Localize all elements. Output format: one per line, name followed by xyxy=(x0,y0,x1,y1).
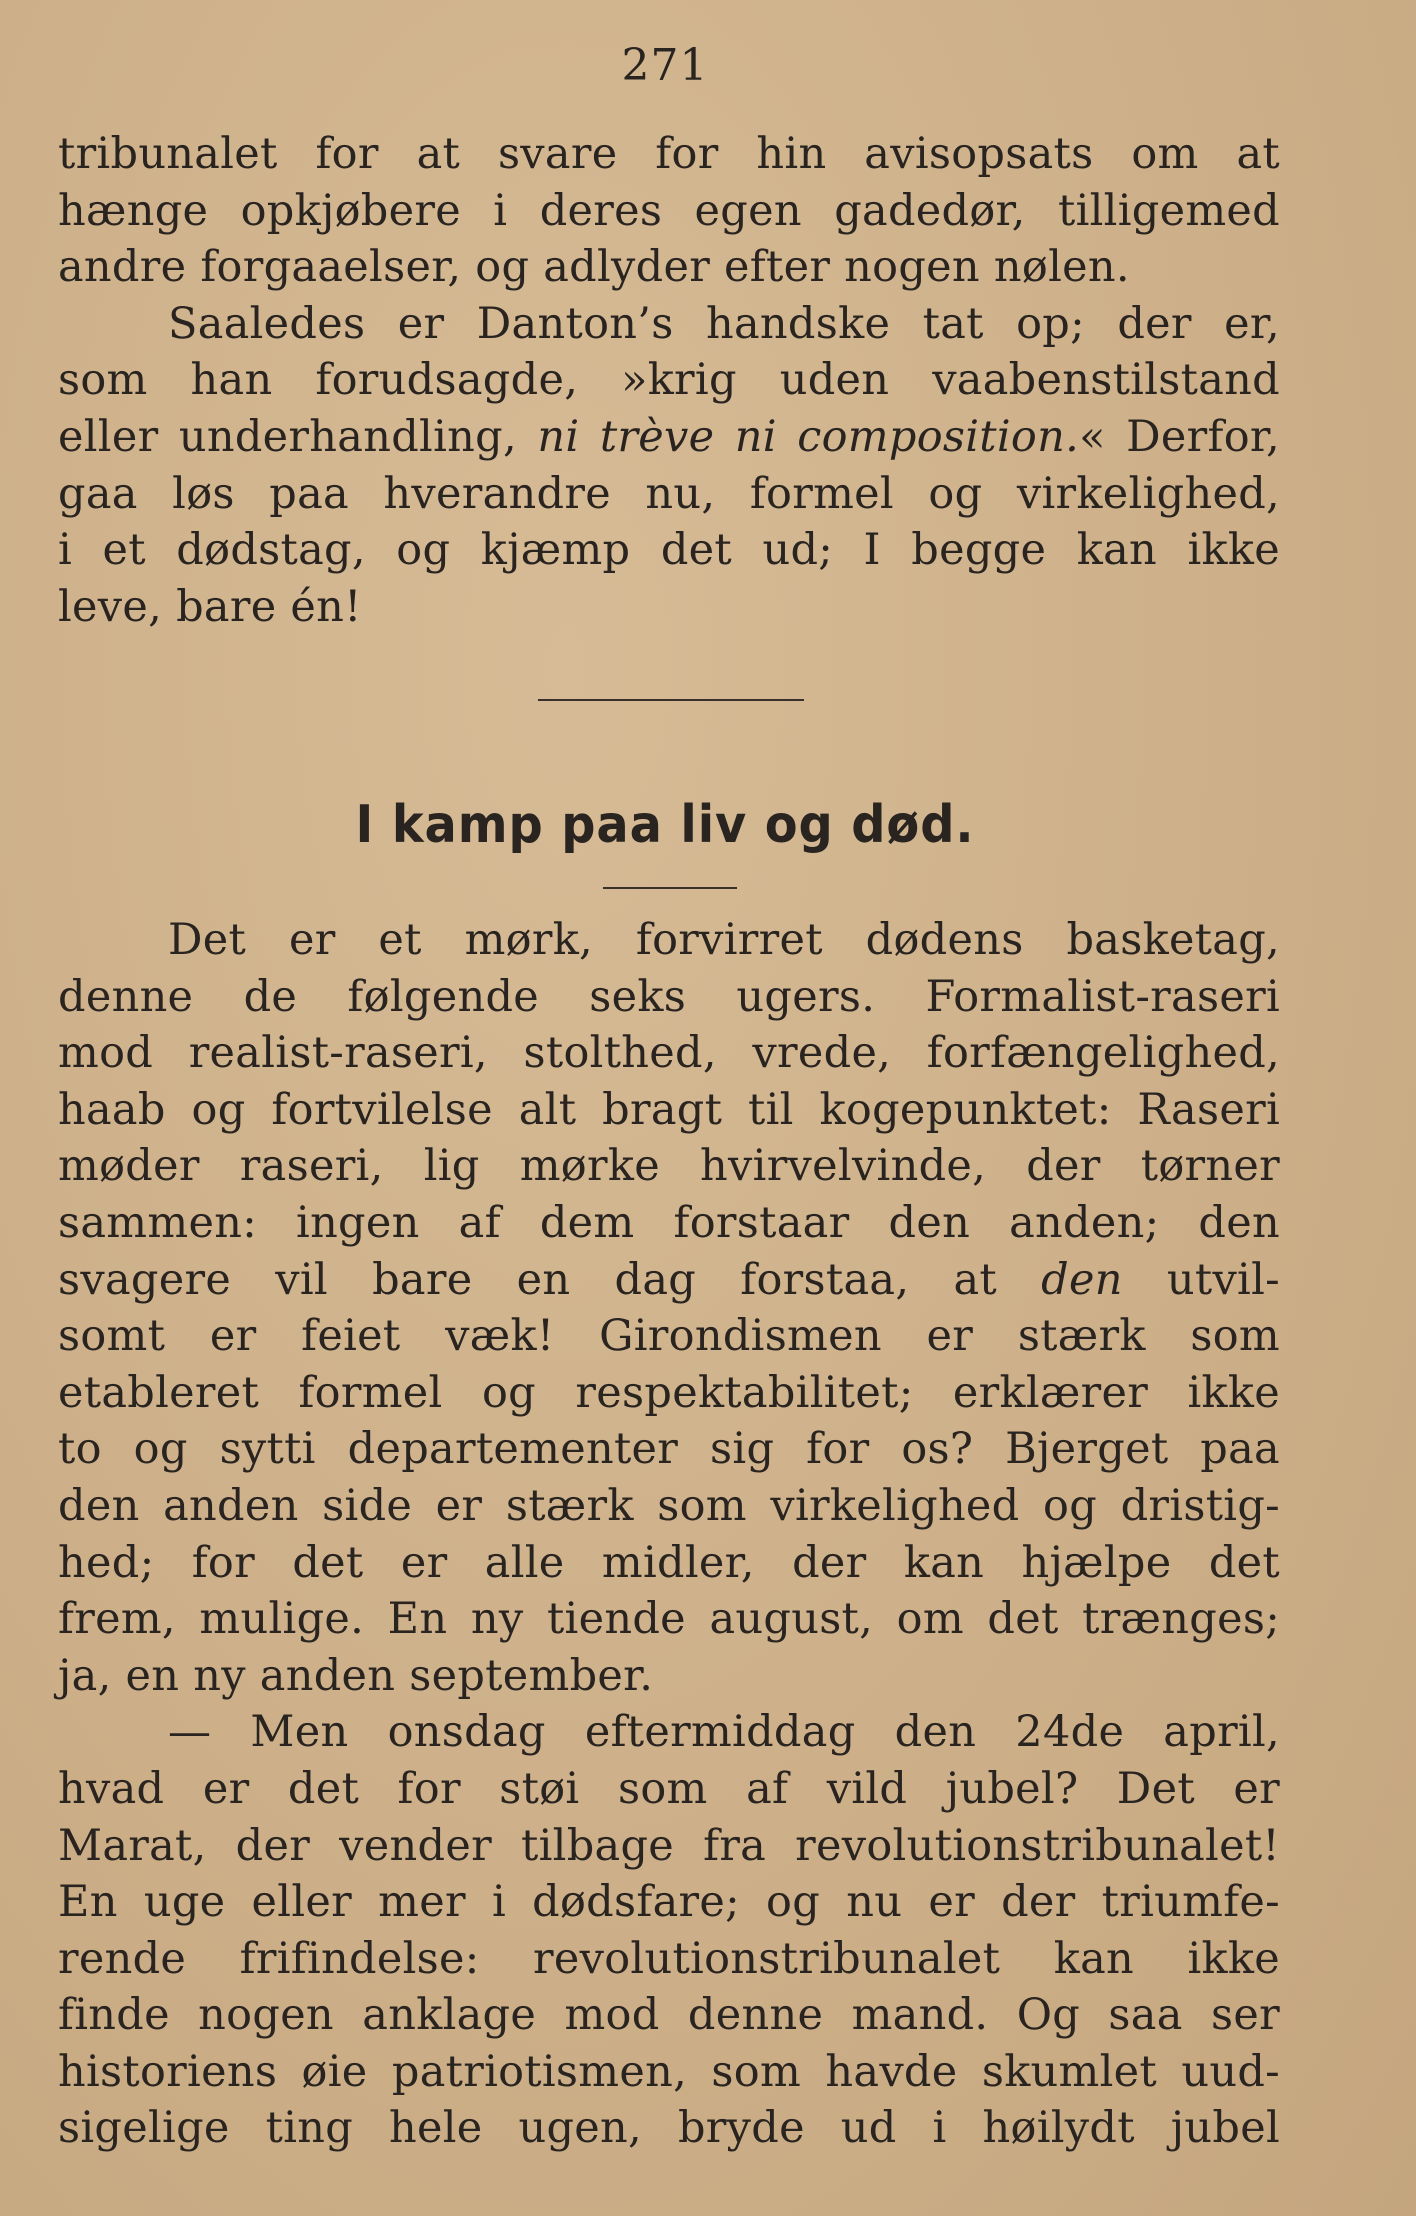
text-line: denne de følgende seks ugers. Formalist-raseri xyxy=(58,971,1280,1022)
text-line: leve, bare én! xyxy=(58,581,362,632)
paragraph-block-top xyxy=(58,126,1280,635)
text-line: som han forudsagde, »krig uden vaabenstilstand xyxy=(58,355,1280,406)
text-line: Marat, der vender tilbage fra revolutionstribunalet! xyxy=(58,1820,1280,1871)
section-divider-rule xyxy=(538,699,804,701)
text-line: hænge opkjøbere i deres egen gadedør, tilligemed xyxy=(58,185,1280,236)
italic-phrase: ni trève ni composition. xyxy=(537,411,1080,462)
text-line: Saaledes er Danton’s handske tat op; der er, xyxy=(168,298,1280,349)
text-line: sammen: ingen af dem forstaar den anden; den xyxy=(58,1197,1280,1248)
text-segment: « Derfor, xyxy=(1079,411,1280,462)
text-line xyxy=(58,1252,1280,1309)
text-line xyxy=(58,409,1280,466)
text-line: En uge eller mer i dødsfare; og nu er der triumfe- xyxy=(58,1877,1280,1928)
text-segment: utvil- xyxy=(1122,1254,1280,1305)
chapter-heading: I kamp paa liv og død. xyxy=(355,795,975,855)
text-line: sigelige ting hele ugen, bryde ud i høilydt jubel xyxy=(58,2103,1280,2154)
text-segment: eller underhandling, xyxy=(58,411,538,462)
text-segment: svagere vil bare en dag forstaa, at xyxy=(58,1254,1042,1305)
text-line: hvad er det for støi som af vild jubel? Det er xyxy=(58,1763,1280,1814)
page-number: 271 xyxy=(621,40,709,91)
text-line: ja, en ny anden september. xyxy=(58,1650,654,1701)
italic-phrase: den xyxy=(1041,1254,1123,1305)
text-line: somt er feiet væk! Girondismen er stærk som xyxy=(58,1311,1280,1362)
text-line: Det er et mørk, forvirret dødens basketag, xyxy=(168,915,1280,965)
text-line: møder raseri, lig mørke hvirvelvinde, der tørner xyxy=(58,1141,1280,1192)
text-line: i et dødstag, og kjæmp det ud; I begge kan ikke xyxy=(58,525,1280,576)
text-line: finde nogen anklage mod denne mand. Og saa ser xyxy=(58,1990,1280,2041)
text-line: mod realist-raseri, stolthed, vrede, forfængelighed, xyxy=(58,1028,1280,1079)
text-line: rende frifindelse: revolutionstribunalet kan ikke xyxy=(58,1933,1280,1984)
text-line: etableret formel og respektabilitet; erklærer ikke xyxy=(58,1367,1280,1418)
text-line: hed; for det er alle midler, der kan hjælpe det xyxy=(58,1537,1280,1588)
text-line: frem, mulige. En ny tiende august, om det trænges; xyxy=(58,1594,1280,1645)
paragraph-block-main xyxy=(58,912,1280,2157)
text-line: gaa løs paa hverandre nu, formel og virkelighed, xyxy=(58,468,1280,519)
text-line: — Men onsdag eftermiddag den 24de april, xyxy=(168,1707,1280,1758)
text-line: haab og fortvilelse alt bragt til kogepunktet: Raseri xyxy=(58,1084,1280,1135)
text-line: to og sytti departementer sig for os? Bjerget paa xyxy=(58,1424,1280,1475)
text-line: den anden side er stærk som virkelighed og dristig- xyxy=(58,1480,1280,1531)
text-line: tribunalet for at svare for hin avisopsats om at xyxy=(58,129,1280,179)
heading-underline-rule xyxy=(603,887,737,889)
text-line: historiens øie patriotismen, som havde skumlet uud- xyxy=(58,2046,1280,2097)
text-line: andre forgaaelser, og adlyder efter nogen nølen. xyxy=(58,242,1130,293)
